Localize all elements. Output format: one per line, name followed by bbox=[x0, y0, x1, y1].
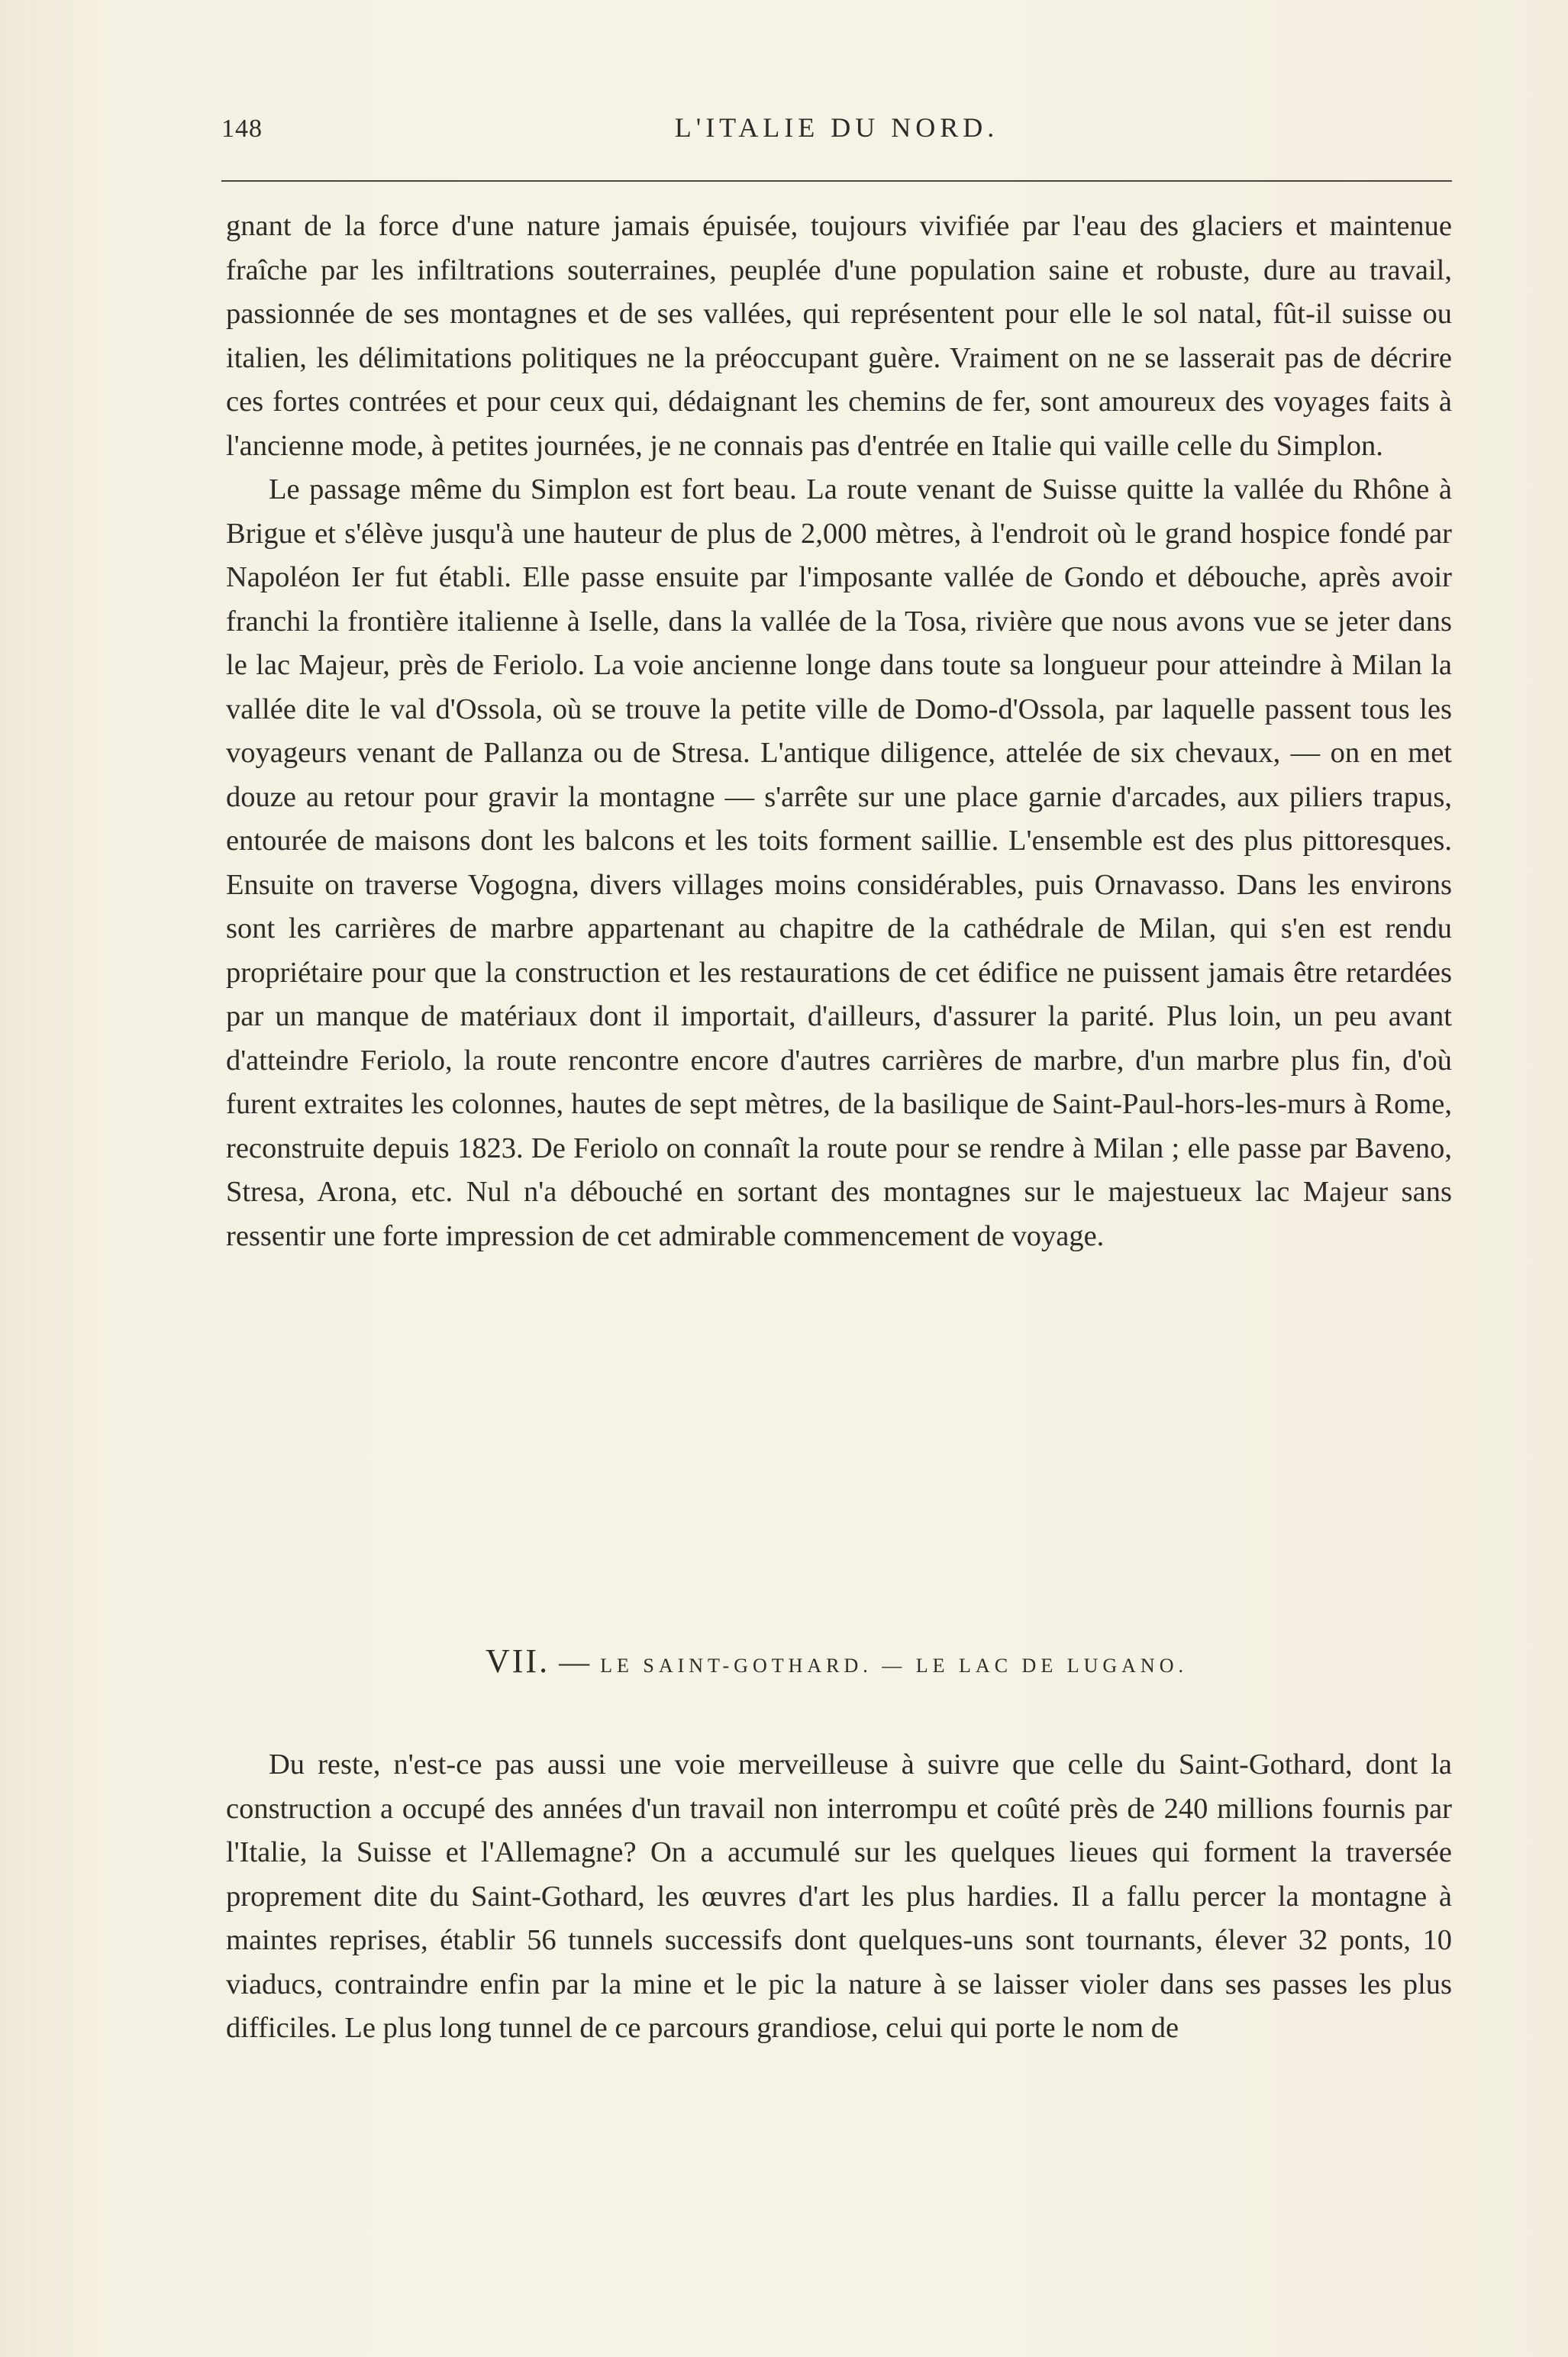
running-title: L'ITALIE DU NORD. bbox=[674, 112, 999, 143]
section-heading bbox=[221, 1642, 1452, 1681]
heading-dash: — bbox=[559, 1645, 592, 1679]
page-header bbox=[221, 107, 1452, 153]
paragraph: Du reste, n'est-ce pas aussi une voie merveilleuse à suivre que celle du Saint-Gothard, dont la construction a occupé des années d'un travail non interrompu et coûté près de 240 millions fournis par l'Italie, la Suisse et l'Allemagne? On a accumulé sur les quelques lieues qui forment la traversée proprement dite du Saint-Gothard, les œuvres d'art les plus hardies. Il a fallu percer la montagne à maintes reprises, établir 56 tunnels successifs dont quelques-uns sont tournants, élever 32 ponts, 10 viaducs, contraindre enfin par la mine et le pic la nature à se laisser violer dans ses passes les plus difficiles. Le plus long tunnel de ce parcours grandiose, celui qui porte le nom de bbox=[226, 1748, 1452, 2044]
header-rule bbox=[221, 180, 1452, 182]
paragraph: gnant de la force d'une nature jamais épuisée, toujours vivifiée par l'eau des glaciers et maintenue fraîche par les infiltrations souterraines, peuplée d'une population saine et robuste, dure au travail, passionnée de ses montagnes et de ses vallées, qui représentent pour elle le sol natal, fût-il suisse ou italien, les délimitations politiques ne la préoccupant guère. Vraiment on ne se lasserait pas de décrire ces fortes contrées et pour ceux qui, dédaignant les chemins de fer, sont amoureux des voyages faits à l'ancienne mode, à petites journées, je ne connais pas d'entrée en Italie qui vaille celle du Simplon. bbox=[226, 210, 1452, 462]
text-block-simplon bbox=[226, 205, 1452, 1258]
text-block-saint-gothard bbox=[226, 1743, 1452, 2051]
page-number: 148 bbox=[221, 115, 263, 143]
section-numeral: VII. bbox=[486, 1642, 550, 1680]
paragraph: Le passage même du Simplon est fort beau. La route venant de Suisse quitte la vallée du Rhône à Brigue et s'élève jusqu'à une hauteur de plus de 2,000 mètres, à l'endroit où le grand hospice fondé par Napoléon Ier fut établi. Elle passe ensuite par l'imposante vallée de Gondo et débouche, après avoir franchi la frontière italienne à Iselle, dans la vallée de la Tosa, rivière que nous avons vue se jeter dans le lac Majeur, près de Feriolo. La voie ancienne longe dans toute sa longueur pour atteindre à Milan la vallée dite le val d'Ossola, où se trouve la petite ville de Domo-d'Ossola, par laquelle passent tous les voyageurs venant de Pallanza ou de Stresa. L'antique diligence, attelée de six chevaux, — on en met douze au retour pour gravir la montagne — s'arrête sur une place garnie d'arcades, aux piliers trapus, entourée de maisons dont les balcons et les toits forment saillie. L'ensemble est des plus pittoresques. Ensuite on traverse Vogogna, divers villages moins considérables, puis Ornavasso. Dans les environs sont les carrières de marbre appartenant au chapitre de la cathédrale de Milan, qui s'en est rendu propriétaire pour que la construction et les restaurations de cet édifice ne puissent jamais être retardées par un manque de matériaux dont il importait, d'ailleurs, d'assurer la parité. Plus loin, un peu avant d'atteindre Feriolo, la route rencontre encore d'autres carrières de marbre, d'un marbre plus fin, d'où furent extraites les colonnes, hautes de sept mètres, de la basilique de Saint-Paul-hors-les-murs à Rome, reconstruite depuis 1823. De Feriolo on connaît la route pour se rendre à Milan ; elle passe par Baveno, Stresa, Arona, etc. Nul n'a débouché en sortant des montagnes sur le majestueux lac Majeur sans ressentir une forte impression de cet admirable commencement de voyage. bbox=[226, 473, 1452, 1252]
section-title: LE SAINT-GOTHARD. — LE LAC DE LUGANO. bbox=[600, 1655, 1188, 1677]
